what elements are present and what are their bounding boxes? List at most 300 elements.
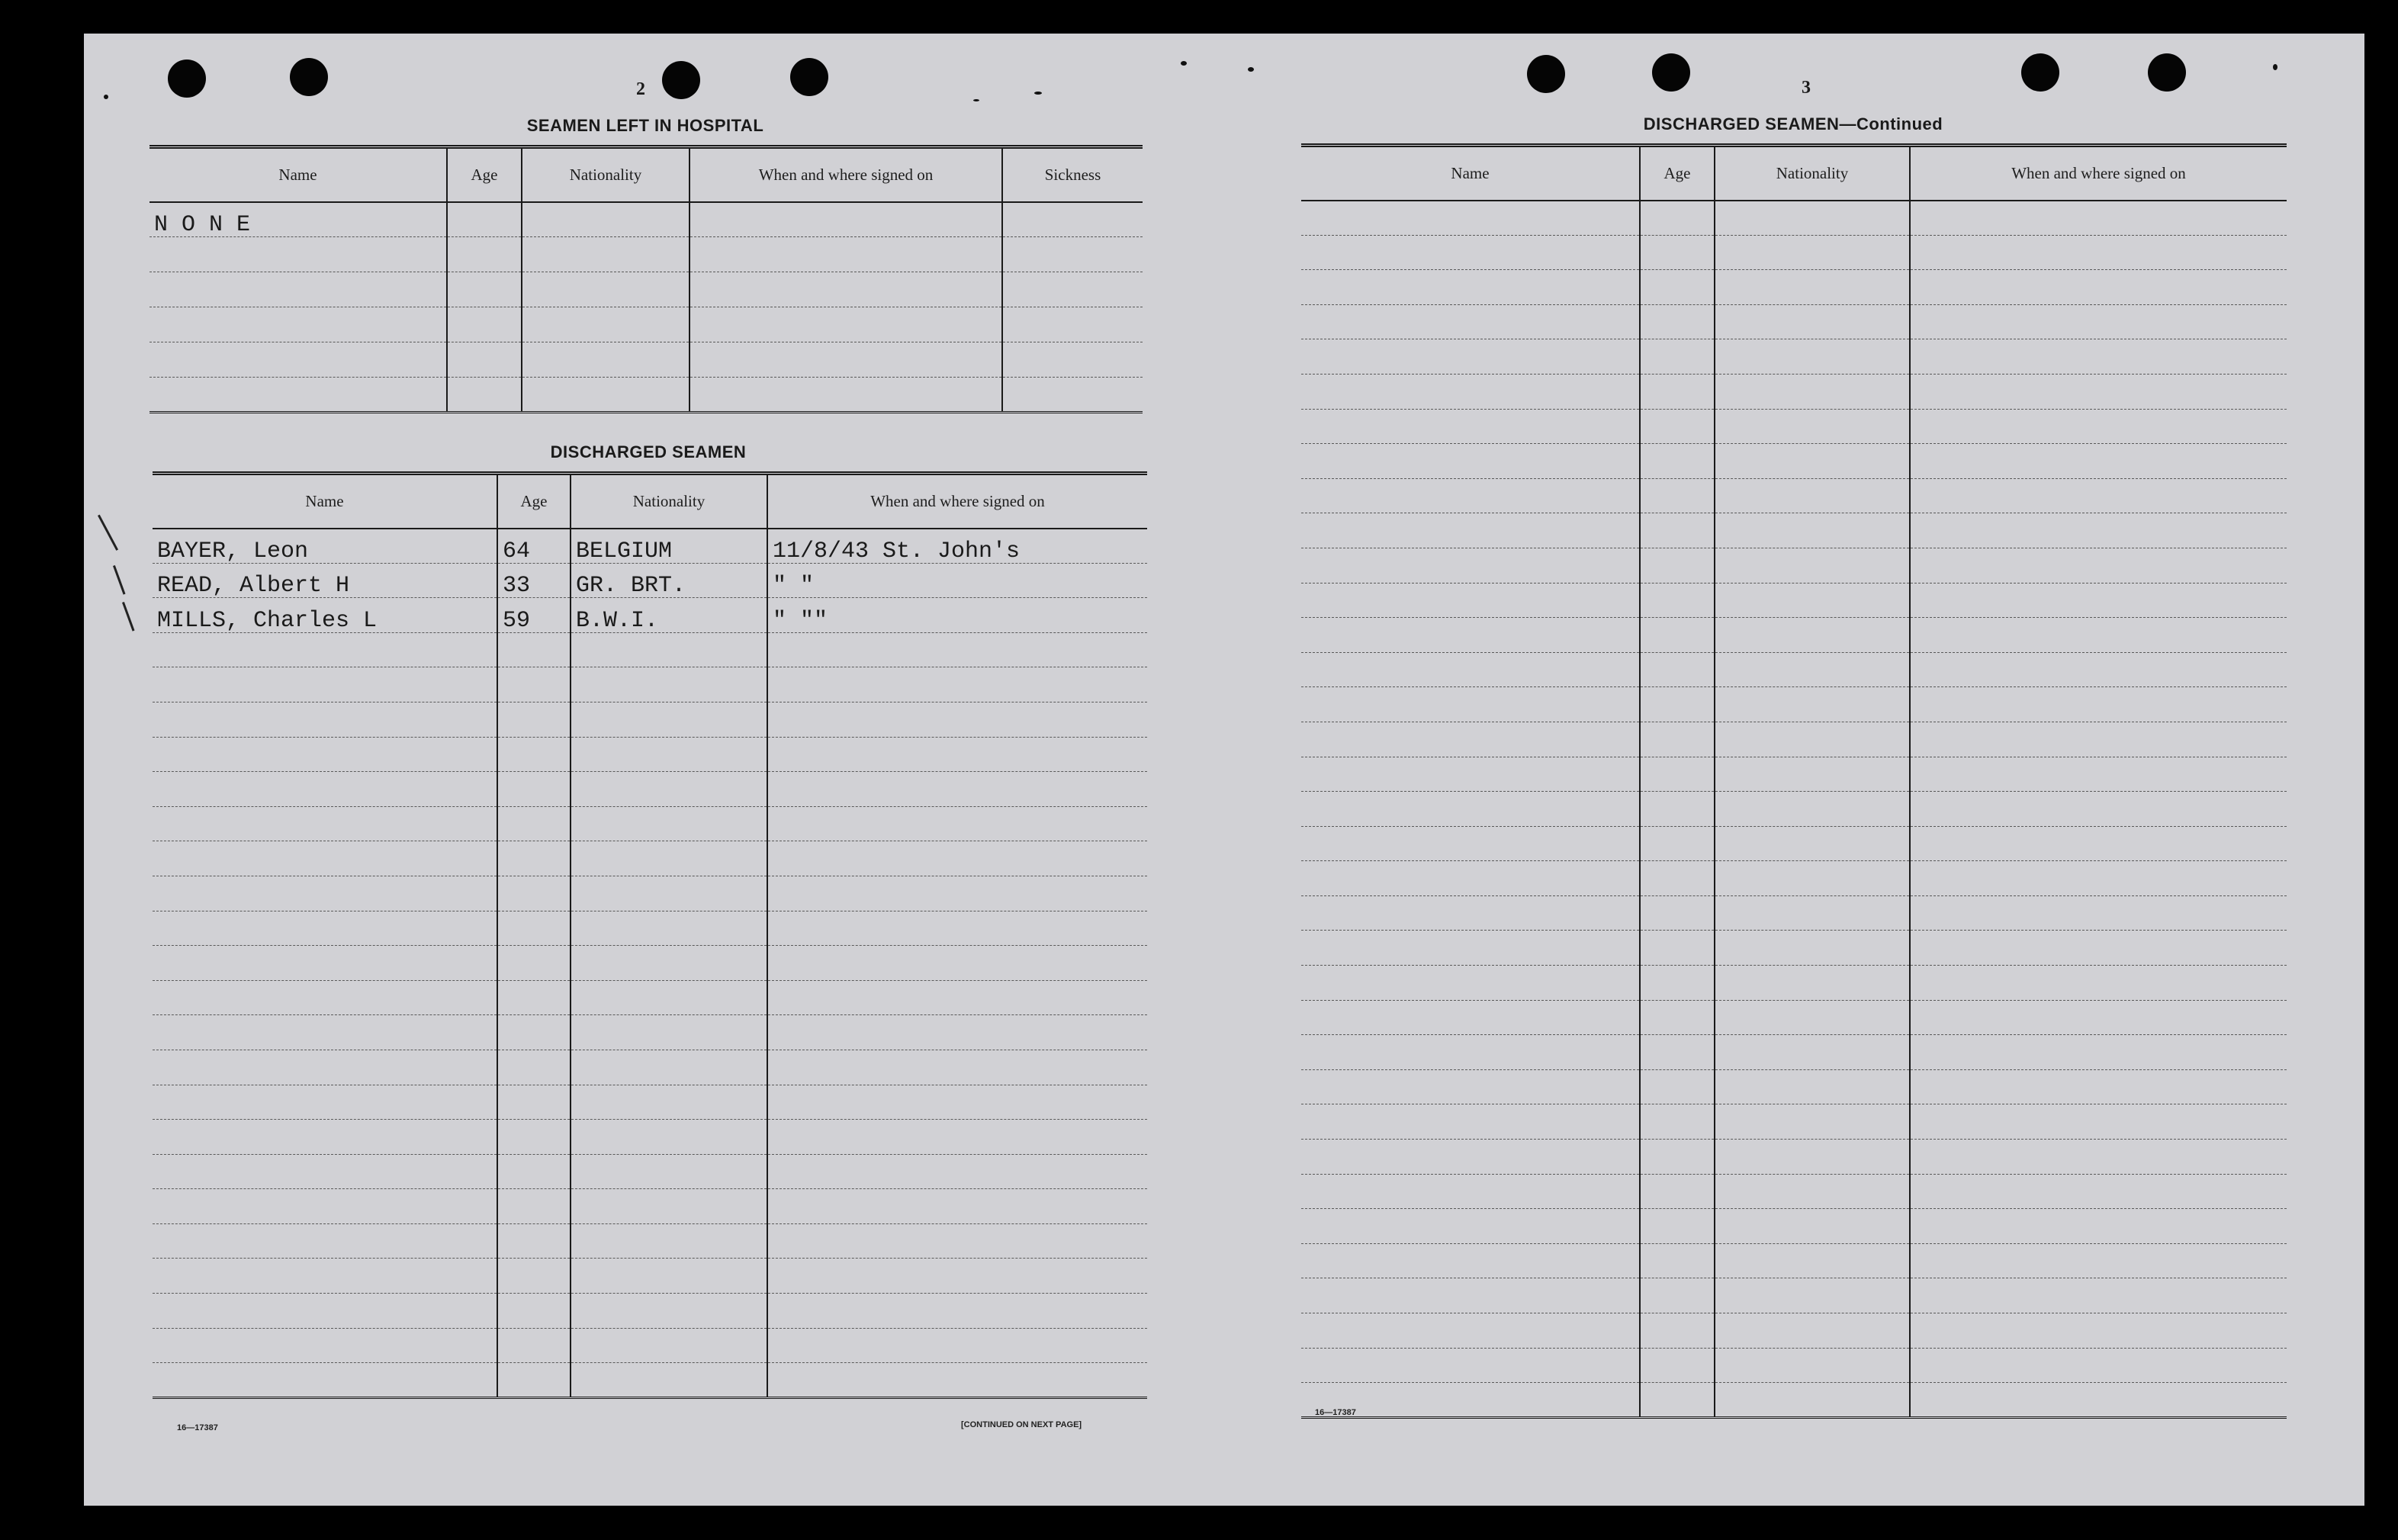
table-cell xyxy=(767,1328,1147,1363)
table-row xyxy=(1301,374,2287,409)
table-cell xyxy=(1640,374,1715,409)
table-cell xyxy=(1640,1069,1715,1104)
table-row xyxy=(1301,444,2287,479)
table-cell: READ, Albert H xyxy=(153,563,497,598)
table-cell xyxy=(1640,339,1715,375)
table-cell xyxy=(1301,478,1640,513)
table-cell xyxy=(153,806,497,841)
table-cell xyxy=(690,342,1002,378)
table-cell xyxy=(1910,652,2287,687)
table-cell xyxy=(1715,409,1910,444)
table-row xyxy=(149,307,1143,342)
table-cell xyxy=(1715,792,1910,827)
table-cell xyxy=(690,272,1002,307)
table-cell xyxy=(1910,826,2287,861)
table-cell xyxy=(571,1189,767,1224)
table-cell xyxy=(1640,861,1715,896)
table-cell xyxy=(1640,478,1715,513)
table-cell xyxy=(1301,1000,1640,1035)
table-row xyxy=(1301,792,2287,827)
table-row xyxy=(153,702,1147,737)
continued-col-nationality: Nationality xyxy=(1715,146,1910,201)
table-row xyxy=(1301,409,2287,444)
table-cell xyxy=(1301,931,1640,966)
table-row xyxy=(149,342,1143,378)
table-cell xyxy=(1715,722,1910,757)
hospital-col-sickness: Sickness xyxy=(1002,147,1143,202)
table-cell xyxy=(1301,513,1640,548)
table-cell xyxy=(1301,1278,1640,1313)
table-cell xyxy=(1910,409,2287,444)
table-cell xyxy=(1910,1383,2287,1418)
table-cell xyxy=(1640,1174,1715,1209)
table-cell xyxy=(1715,235,1910,270)
punch-hole xyxy=(2021,53,2059,92)
table-row xyxy=(1301,478,2287,513)
table-cell xyxy=(1640,1348,1715,1383)
table-row xyxy=(1301,583,2287,618)
table-cell xyxy=(1715,1278,1910,1313)
table-row xyxy=(1301,270,2287,305)
table-row xyxy=(1301,1209,2287,1244)
table-cell xyxy=(153,980,497,1015)
table-cell xyxy=(153,632,497,667)
table-cell xyxy=(1301,374,1640,409)
table-row xyxy=(1301,513,2287,548)
table-row xyxy=(1301,826,2287,861)
table-cell xyxy=(1715,1069,1910,1104)
table-cell xyxy=(1715,757,1910,792)
table-cell xyxy=(1640,1278,1715,1313)
table-cell xyxy=(153,841,497,876)
table-cell xyxy=(149,307,447,342)
table-cell xyxy=(1002,237,1143,272)
table-cell xyxy=(1640,583,1715,618)
table-cell xyxy=(1301,895,1640,931)
table-cell xyxy=(1715,444,1910,479)
table-cell xyxy=(690,202,1002,237)
table-cell xyxy=(1910,618,2287,653)
table-cell xyxy=(153,876,497,911)
table-cell xyxy=(522,272,690,307)
table-cell xyxy=(447,272,522,307)
table-cell xyxy=(767,1085,1147,1120)
table-cell xyxy=(571,1328,767,1363)
table-cell xyxy=(1910,374,2287,409)
table-cell xyxy=(690,378,1002,413)
table-cell xyxy=(767,1120,1147,1155)
table-cell xyxy=(522,237,690,272)
scan-speck xyxy=(1034,92,1042,95)
table-cell xyxy=(1640,931,1715,966)
table-cell xyxy=(1640,757,1715,792)
table-cell xyxy=(571,1085,767,1120)
discharged-table xyxy=(153,471,1147,1399)
table-cell xyxy=(1715,1348,1910,1383)
table-cell xyxy=(1640,792,1715,827)
table-row xyxy=(153,1363,1147,1398)
table-row xyxy=(153,563,1147,598)
table-cell xyxy=(1301,966,1640,1001)
table-row xyxy=(153,1259,1147,1294)
table-cell: N O N E xyxy=(149,202,447,237)
table-cell xyxy=(767,702,1147,737)
table-cell xyxy=(1910,1035,2287,1070)
table-cell xyxy=(1910,1209,2287,1244)
table-cell xyxy=(153,1189,497,1224)
table-cell xyxy=(1640,687,1715,722)
table-cell xyxy=(1640,1383,1715,1418)
table-cell xyxy=(767,806,1147,841)
table-cell xyxy=(1910,583,2287,618)
table-cell xyxy=(1640,1104,1715,1140)
table-row xyxy=(1301,966,2287,1001)
discharged-col-name: Name xyxy=(153,474,497,529)
table-cell xyxy=(1910,339,2287,375)
table-row xyxy=(153,1294,1147,1329)
table-cell xyxy=(1301,339,1640,375)
table-cell xyxy=(1640,1035,1715,1070)
table-cell xyxy=(1301,235,1640,270)
table-cell xyxy=(1715,1104,1910,1140)
table-cell xyxy=(1715,1000,1910,1035)
table-cell xyxy=(1640,826,1715,861)
table-cell xyxy=(497,1154,571,1189)
page-number-right: 3 xyxy=(1802,78,1811,98)
table-cell xyxy=(1301,1209,1640,1244)
table-cell xyxy=(1910,304,2287,339)
table-cell xyxy=(1301,687,1640,722)
table-cell xyxy=(1910,1174,2287,1209)
table-row xyxy=(1301,1383,2287,1418)
table-cell xyxy=(767,632,1147,667)
table-cell xyxy=(1301,618,1640,653)
hospital-col-signed-on: When and where signed on xyxy=(690,147,1002,202)
hospital-col-age: Age xyxy=(447,147,522,202)
table-row xyxy=(1301,757,2287,792)
table-cell xyxy=(1715,1383,1910,1418)
table-cell xyxy=(1301,444,1640,479)
table-cell xyxy=(447,378,522,413)
table-cell xyxy=(1910,1313,2287,1349)
table-cell xyxy=(153,1015,497,1050)
table-cell xyxy=(1910,1243,2287,1278)
table-row xyxy=(1301,1348,2287,1383)
table-cell xyxy=(153,667,497,702)
table-cell xyxy=(571,1015,767,1050)
table-cell xyxy=(1715,861,1910,896)
table-cell xyxy=(1002,272,1143,307)
table-cell xyxy=(1715,478,1910,513)
table-row xyxy=(1301,652,2287,687)
table-cell xyxy=(1910,444,2287,479)
table-cell xyxy=(767,911,1147,946)
table-cell xyxy=(153,1259,497,1294)
table-cell xyxy=(571,772,767,807)
table-row xyxy=(1301,687,2287,722)
table-cell xyxy=(497,1223,571,1259)
table-cell xyxy=(767,737,1147,772)
table-cell xyxy=(1910,1069,2287,1104)
discharged-section-title: DISCHARGED SEAMEN xyxy=(550,442,747,461)
table-row xyxy=(153,911,1147,946)
table-cell: 11/8/43 St. John's xyxy=(767,529,1147,564)
table-cell xyxy=(497,1050,571,1085)
discharged-col-age: Age xyxy=(497,474,571,529)
table-cell xyxy=(153,737,497,772)
table-cell xyxy=(149,237,447,272)
table-cell xyxy=(571,737,767,772)
table-row xyxy=(1301,1104,2287,1140)
scan-speck xyxy=(1181,61,1187,66)
table-cell xyxy=(522,378,690,413)
scan-speck xyxy=(973,99,979,101)
table-cell xyxy=(497,667,571,702)
table-cell xyxy=(497,911,571,946)
table-cell xyxy=(1715,966,1910,1001)
table-cell xyxy=(767,772,1147,807)
table-cell xyxy=(447,202,522,237)
table-cell xyxy=(1640,722,1715,757)
table-cell xyxy=(1715,652,1910,687)
table-cell xyxy=(497,1015,571,1050)
table-cell xyxy=(149,378,447,413)
table-cell xyxy=(767,946,1147,981)
table-cell xyxy=(767,667,1147,702)
table-cell xyxy=(1301,1104,1640,1140)
table-cell xyxy=(1301,1243,1640,1278)
table-cell xyxy=(497,702,571,737)
table-cell xyxy=(1910,792,2287,827)
table-cell xyxy=(1910,201,2287,236)
table-cell xyxy=(497,876,571,911)
table-cell: 59 xyxy=(497,598,571,633)
table-cell xyxy=(571,1294,767,1329)
discharged-continued-title-suffix: —Continued xyxy=(1839,114,1943,133)
table-cell xyxy=(571,1154,767,1189)
table-cell xyxy=(1715,687,1910,722)
table-cell xyxy=(1910,235,2287,270)
table-cell xyxy=(153,1154,497,1189)
table-cell xyxy=(1640,1243,1715,1278)
table-row xyxy=(1301,339,2287,375)
table-row xyxy=(1301,618,2287,653)
table-cell xyxy=(1715,895,1910,931)
table-cell xyxy=(1910,931,2287,966)
table-row xyxy=(153,1120,1147,1155)
table-row xyxy=(153,841,1147,876)
table-cell xyxy=(1640,201,1715,236)
table-cell xyxy=(497,1259,571,1294)
table-cell xyxy=(767,1363,1147,1398)
table-cell xyxy=(153,946,497,981)
table-cell xyxy=(1640,513,1715,548)
table-cell xyxy=(497,737,571,772)
table-cell xyxy=(1301,1140,1640,1175)
table-cell xyxy=(1715,513,1910,548)
table-row xyxy=(1301,1140,2287,1175)
continued-note: [CONTINUED ON NEXT PAGE] xyxy=(961,1420,1082,1429)
table-cell xyxy=(1910,513,2287,548)
table-row xyxy=(1301,201,2287,236)
table-cell xyxy=(1002,202,1143,237)
table-cell xyxy=(1910,270,2287,305)
discharged-col-signed-on: When and where signed on xyxy=(767,474,1147,529)
scan-speck xyxy=(104,95,108,99)
table-cell xyxy=(1715,548,1910,583)
table-cell xyxy=(767,1015,1147,1050)
table-row xyxy=(153,1015,1147,1050)
table-cell xyxy=(1715,1209,1910,1244)
table-cell xyxy=(153,911,497,946)
table-cell: 33 xyxy=(497,563,571,598)
table-cell xyxy=(153,1328,497,1363)
table-cell xyxy=(447,342,522,378)
discharged-continued-title xyxy=(1301,114,2285,134)
table-cell xyxy=(1910,1278,2287,1313)
table-row xyxy=(153,1085,1147,1120)
table-cell xyxy=(497,1120,571,1155)
table-cell xyxy=(1301,1348,1640,1383)
table-cell xyxy=(1301,1174,1640,1209)
table-row xyxy=(153,1189,1147,1224)
table-cell xyxy=(1910,1348,2287,1383)
table-cell xyxy=(497,980,571,1015)
table-cell xyxy=(690,307,1002,342)
table-cell xyxy=(497,806,571,841)
table-row xyxy=(153,598,1147,633)
table-cell xyxy=(1640,652,1715,687)
table-row xyxy=(1301,548,2287,583)
table-cell xyxy=(497,1189,571,1224)
table-row xyxy=(1301,1174,2287,1209)
table-cell xyxy=(1715,618,1910,653)
page-number-left: 2 xyxy=(636,79,645,99)
table-cell xyxy=(1640,444,1715,479)
table-cell xyxy=(153,1223,497,1259)
discharged-continued-table xyxy=(1301,143,2287,1419)
hospital-col-name: Name xyxy=(149,147,447,202)
table-cell xyxy=(1002,378,1143,413)
punch-hole xyxy=(1652,53,1690,92)
table-row xyxy=(1301,861,2287,896)
table-cell xyxy=(1910,722,2287,757)
table-cell xyxy=(1640,235,1715,270)
hospital-table xyxy=(149,145,1143,413)
table-row xyxy=(153,737,1147,772)
table-row xyxy=(153,980,1147,1015)
table-cell: 64 xyxy=(497,529,571,564)
table-cell xyxy=(1640,409,1715,444)
punch-hole xyxy=(662,61,700,99)
table-cell xyxy=(690,237,1002,272)
table-row xyxy=(149,272,1143,307)
table-cell xyxy=(1715,1035,1910,1070)
table-row xyxy=(1301,1313,2287,1349)
continued-col-signed-on: When and where signed on xyxy=(1910,146,2287,201)
table-row xyxy=(153,1223,1147,1259)
table-row xyxy=(1301,895,2287,931)
form-code-left: 16—17387 xyxy=(177,1423,218,1432)
punch-hole xyxy=(1527,55,1565,93)
table-cell xyxy=(1715,583,1910,618)
table-row xyxy=(153,946,1147,981)
table-row xyxy=(1301,1243,2287,1278)
table-cell xyxy=(571,911,767,946)
table-cell xyxy=(153,772,497,807)
continued-col-age: Age xyxy=(1640,146,1715,201)
table-cell xyxy=(149,272,447,307)
table-cell xyxy=(1910,966,2287,1001)
table-cell xyxy=(1715,270,1910,305)
table-cell xyxy=(153,1294,497,1329)
punch-hole xyxy=(2148,53,2186,92)
table-row xyxy=(153,876,1147,911)
table-row xyxy=(153,806,1147,841)
table-cell xyxy=(522,342,690,378)
table-cell xyxy=(1715,1174,1910,1209)
table-cell xyxy=(767,1154,1147,1189)
table-cell xyxy=(1910,548,2287,583)
table-cell xyxy=(571,806,767,841)
table-cell xyxy=(153,1363,497,1398)
table-cell xyxy=(571,702,767,737)
table-cell xyxy=(1301,861,1640,896)
table-cell xyxy=(447,307,522,342)
table-cell xyxy=(571,1120,767,1155)
table-cell xyxy=(1715,931,1910,966)
table-cell xyxy=(1301,1069,1640,1104)
table-cell xyxy=(767,1259,1147,1294)
table-cell xyxy=(767,1050,1147,1085)
table-cell xyxy=(497,1294,571,1329)
table-cell xyxy=(1301,1035,1640,1070)
table-cell xyxy=(497,772,571,807)
table-cell xyxy=(767,1294,1147,1329)
table-row xyxy=(1301,1035,2287,1070)
table-cell xyxy=(1715,826,1910,861)
table-cell xyxy=(1640,618,1715,653)
table-cell xyxy=(571,876,767,911)
table-cell xyxy=(571,1050,767,1085)
table-cell xyxy=(1301,1313,1640,1349)
table-cell xyxy=(1640,895,1715,931)
table-cell xyxy=(497,1328,571,1363)
table-row xyxy=(153,1154,1147,1189)
punch-hole xyxy=(290,58,328,96)
table-cell xyxy=(1301,304,1640,339)
table-row xyxy=(1301,931,2287,966)
table-cell xyxy=(1640,304,1715,339)
table-cell xyxy=(1715,304,1910,339)
table-cell xyxy=(1640,270,1715,305)
table-cell xyxy=(497,946,571,981)
table-cell xyxy=(1640,1313,1715,1349)
table-cell xyxy=(767,1189,1147,1224)
table-cell xyxy=(1910,1000,2287,1035)
table-cell xyxy=(571,1363,767,1398)
table-row xyxy=(1301,304,2287,339)
table-cell xyxy=(1715,339,1910,375)
table-cell xyxy=(153,702,497,737)
table-cell xyxy=(1910,757,2287,792)
table-cell xyxy=(571,946,767,981)
table-cell xyxy=(149,342,447,378)
table-cell xyxy=(571,1223,767,1259)
table-cell xyxy=(1910,861,2287,896)
table-cell xyxy=(447,237,522,272)
punch-hole xyxy=(168,59,206,98)
